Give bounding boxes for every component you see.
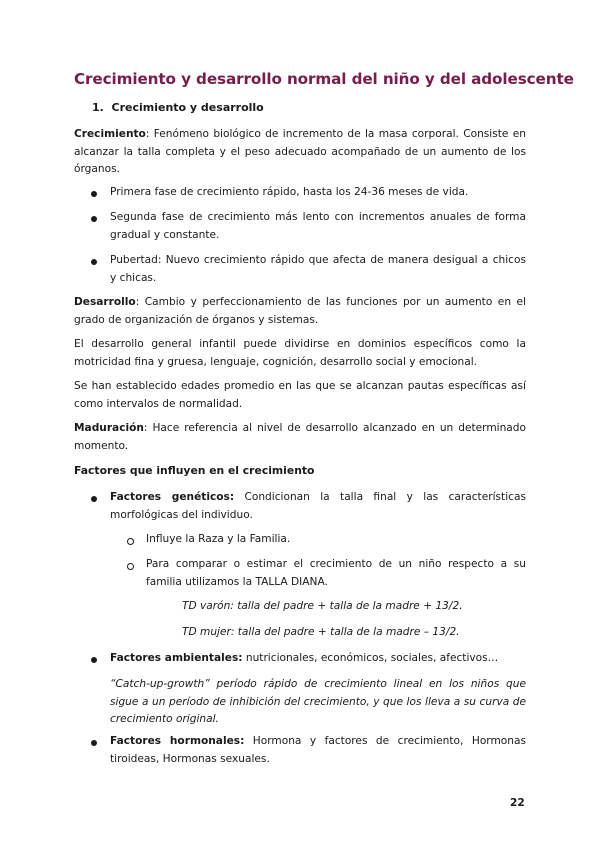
factores-heading: Factores que influyen en el crecimiento — [74, 464, 315, 477]
page-title: Crecimiento y desarrollo normal del niño y del adolescente — [74, 70, 574, 88]
formula-varon: TD varón: talla del padre + talla de la madre + 13/2. — [182, 600, 463, 612]
desarrollo-paragraph — [74, 294, 526, 329]
desarrollo-paragraph-2: El desarrollo general infantil puede dividirse en dominios específicos como la motricidad fina y gruesa, lenguaje, cognición, desarrollo social y emocional. — [74, 338, 526, 368]
circle-bullet-icon — [127, 563, 134, 570]
geneticos-sub-2: Para comparar o estimar el crecimiento de un niño respecto a su familia utilizamos la TALLA DIANA. — [146, 558, 526, 588]
section-heading — [92, 101, 264, 114]
hormonales-term: Factores hormonales: — [110, 735, 245, 747]
ambientales-text: nutricionales, económicos, sociales, afectivos… — [242, 652, 499, 664]
maduracion-paragraph — [74, 420, 526, 455]
ambientales-term: Factores ambientales: — [110, 652, 243, 664]
section-number: 1. — [92, 101, 104, 114]
crecimiento-paragraph — [74, 126, 526, 179]
bullet-icon — [91, 259, 97, 265]
desarrollo-text: : Cambio y perfeccionamiento de las funciones por un aumento en el grado de organización de órganos y sistemas. — [74, 296, 526, 326]
catch-up-growth-note: “Catch-up-growth” período rápido de crecimiento lineal en los niños que sigue a un período de inhibición del crecimiento, y que los lleva a su curva de crecimiento original. — [110, 678, 526, 725]
maduracion-term: Maduración — [74, 422, 144, 434]
geneticos-text: Condicionan la talla final y las características morfológicas del individuo. — [110, 491, 526, 521]
factores-geneticos — [110, 489, 526, 524]
desarrollo-term: Desarrollo — [74, 296, 136, 308]
factores-ambientales — [110, 650, 526, 668]
bullet-icon — [91, 740, 97, 746]
crecimiento-text: : Fenómeno biológico de incremento de la masa corporal. Consiste en alcanzar la talla completa y el peso adecuado acompañado de un aumento de los órganos. — [74, 128, 526, 175]
desarrollo-paragraph-3: Se han establecido edades promedio en las que se alcanzan pautas específicas así como intervalos de normalidad. — [74, 380, 526, 410]
section-title: Crecimiento y desarrollo — [111, 101, 264, 114]
bullet-icon — [91, 496, 97, 502]
geneticos-term: Factores genéticos: — [110, 491, 235, 503]
bullet-icon — [91, 191, 97, 197]
formula-mujer: TD mujer: talla del padre + talla de la madre – 13/2. — [182, 626, 460, 638]
page-number: 22 — [510, 797, 525, 809]
crecimiento-bullet-3: Pubertad: Nuevo crecimiento rápido que afecta de manera desigual a chicos y chicas. — [110, 254, 526, 284]
circle-bullet-icon — [127, 538, 134, 545]
geneticos-sub-1: Influye la Raza y la Familia. — [146, 533, 291, 545]
factores-hormonales — [110, 733, 526, 768]
crecimiento-term: Crecimiento — [74, 128, 146, 140]
bullet-icon — [91, 216, 97, 222]
bullet-icon — [91, 657, 97, 663]
maduracion-text: : Hace referencia al nivel de desarrollo alcanzado en un determinado momento. — [74, 422, 526, 452]
crecimiento-bullet-1: Primera fase de crecimiento rápido, hasta los 24-36 meses de vida. — [110, 186, 469, 198]
crecimiento-bullet-2: Segunda fase de crecimiento más lento con incrementos anuales de forma gradual y constante. — [110, 211, 526, 241]
hormonales-text: Hormona y factores de crecimiento, Hormonas tiroideas, Hormonas sexuales. — [110, 735, 526, 765]
